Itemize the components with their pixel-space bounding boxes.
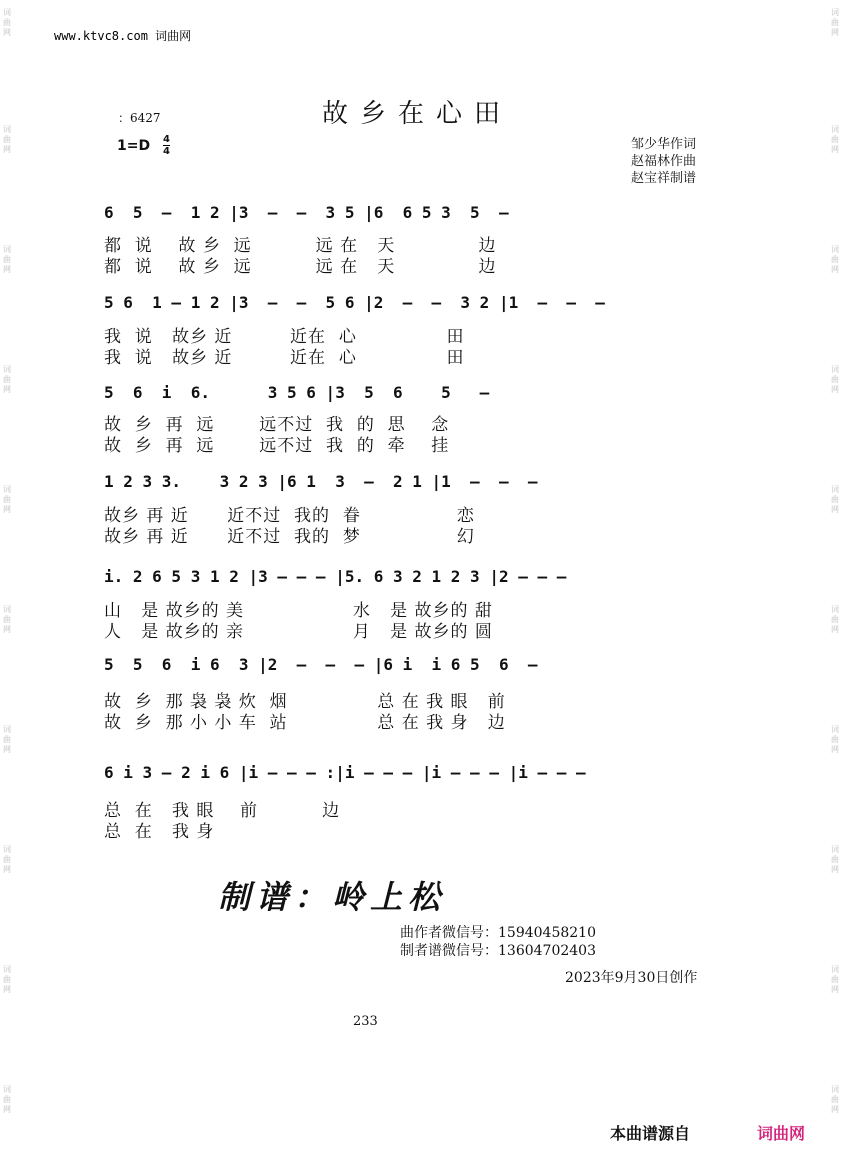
lyric-verse-2: 我 说 故乡 近 近在 心 田	[104, 348, 465, 368]
footer-source: 本曲谱源自	[610, 1124, 691, 1143]
lyric-verse-1: 故 乡 那 袅 袅 炊 烟 总 在 我 眼 前	[104, 692, 506, 712]
lyric-verse-1: 我 说 故乡 近 近在 心 田	[104, 327, 465, 347]
song-number: ：6427	[118, 111, 161, 125]
lyric-verse-2: 故 乡 那 小 小 车 站 总 在 我 身 边	[104, 713, 506, 733]
song-title: 故乡在心田	[322, 99, 513, 129]
lyric-verse-2: 故 乡 再 远 远不过 我 的 牵 挂	[104, 436, 450, 456]
engraver: 赵宝祥制谱	[631, 171, 697, 186]
creation-date: 2023年9月30日创作	[565, 970, 698, 986]
lyric-verse-1: 故乡 再 近 近不过 我的 眷 恋	[104, 506, 475, 526]
site-url[interactable]: www.ktvc8.com	[54, 29, 148, 43]
engraver-signature: 制谱：岭上松	[218, 878, 447, 916]
composer: 赵福林作曲	[631, 154, 697, 169]
site-name[interactable]: 词曲网	[155, 29, 192, 43]
lyric-verse-2: 故乡 再 近 近不过 我的 梦 幻	[104, 527, 475, 547]
page-number: 233	[353, 1014, 378, 1029]
composer-wechat: 曲作者微信号：15940458210	[400, 925, 596, 941]
wechat-contacts	[400, 924, 596, 960]
right-edge-watermark: 词曲网 词曲网 词曲网 词曲网 词曲网 词曲网 词曲网 词曲网 词曲网 词曲网	[831, 8, 839, 1114]
key-signature: 1=D	[117, 138, 151, 154]
lyric-verse-2: 人 是 故乡的 亲 月 是 故乡的 圆	[104, 622, 493, 642]
notation: 6 5 – 1 2 |3 – – 3 5 |6 6 5 3 5 –	[104, 203, 509, 222]
notation: i. 2 6 5 3 1 2 |3 – – – |5. 6 3 2 1 2 3 |2 – – –	[104, 567, 567, 586]
site-header[interactable]	[54, 27, 191, 44]
time-signature-top: 4	[163, 134, 170, 145]
notation: 5 6 1 – 1 2 |3 – – 5 6 |2 – – 3 2 |1 – – –	[104, 293, 605, 312]
notation: 5 6 i 6. 3 5 6 |3 5 6 5 –	[104, 383, 490, 402]
lyric-verse-1: 总 在 我 眼 前 边	[104, 801, 341, 821]
notation: 5 5 6 i 6 3 |2 – – – |6 i i 6 5 6 –	[104, 655, 538, 674]
lyric-verse-1: 故 乡 再 远 远不过 我 的 思 念	[104, 415, 450, 435]
lyricist: 邹少华作词	[631, 137, 697, 152]
credits	[631, 136, 696, 187]
engraver-wechat: 制者谱微信号：13604702403	[400, 943, 596, 959]
time-signature	[163, 134, 170, 157]
lyric-verse-1: 山 是 故乡的 美 水 是 故乡的 甜	[104, 601, 493, 621]
lyric-verse-2: 总 在 我 身	[104, 822, 215, 842]
lyric-verse-1: 都 说 故 乡 远 远 在 天 边	[104, 236, 497, 256]
time-signature-bottom: 4	[163, 146, 170, 157]
lyric-verse-2: 都 说 故 乡 远 远 在 天 边	[104, 257, 497, 277]
notation: 6 i 3 – 2 i 6 |i – – – :|i – – – |i – – – |i – – –	[104, 763, 586, 782]
left-edge-watermark: 词曲网 词曲网 词曲网 词曲网 词曲网 词曲网 词曲网 词曲网 词曲网 词曲网	[3, 8, 11, 1114]
notation: 1 2 3 3. 3 2 3 |6 1 3 – 2 1 |1 – – –	[104, 472, 538, 491]
footer-brand-link[interactable]: 词曲网	[757, 1124, 806, 1143]
